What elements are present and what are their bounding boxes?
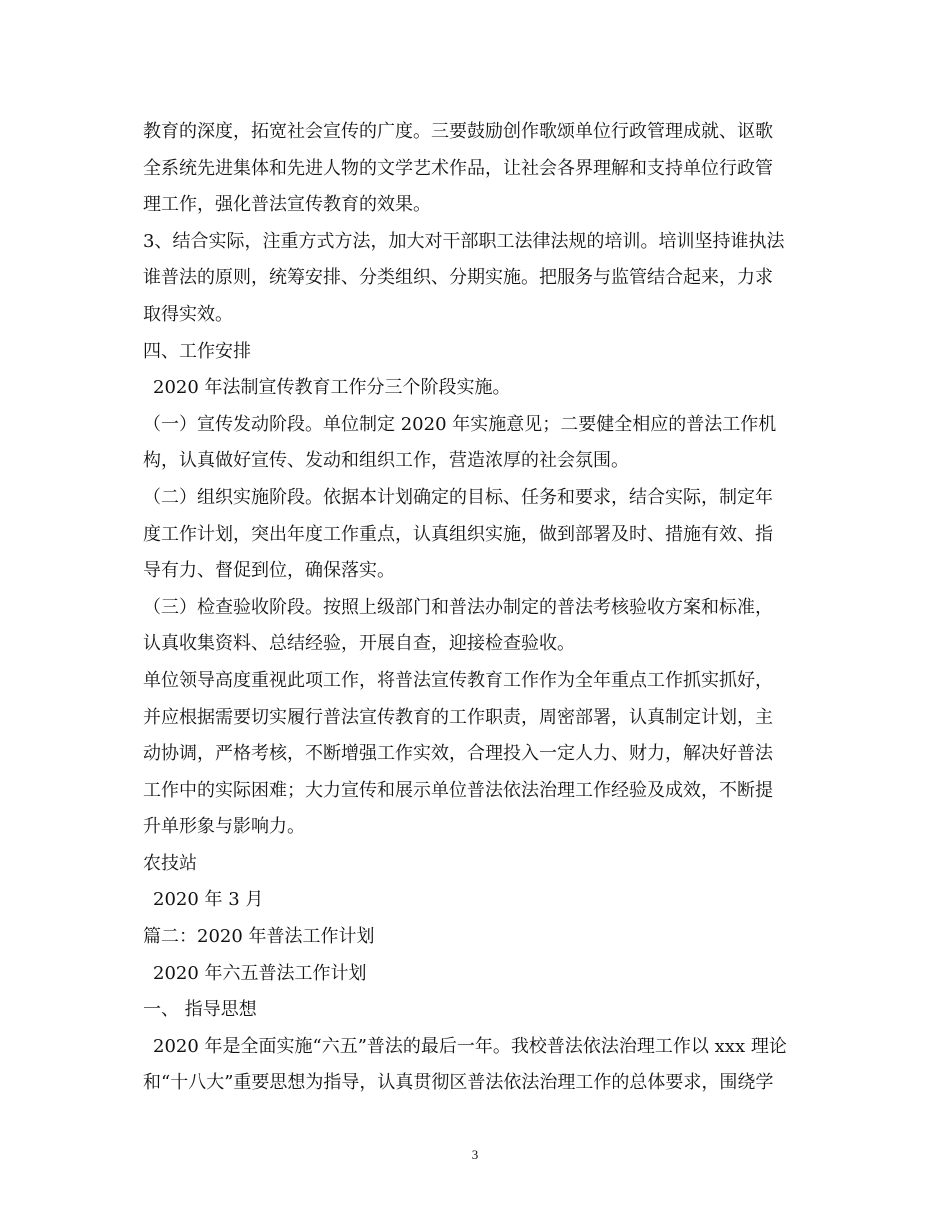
document-body bbox=[143, 114, 813, 1102]
section-heading: 一、 指导思想 bbox=[143, 999, 257, 1021]
text-line: 工作中的实际困难；大力宣传和展示单位普法依法治理工作经验及成效，不断提 bbox=[143, 779, 773, 801]
signature-date: 2020 年 3 月 bbox=[153, 889, 264, 911]
text-line: 导有力、督促到位，确保落实。 bbox=[143, 560, 395, 582]
text-line: 3、结合实际，注重方式方法，加大对干部职工法律法规的培训。培训坚持谁执法 bbox=[143, 230, 785, 252]
chapter-heading: 篇二：2020 年普法工作计划 bbox=[143, 926, 375, 948]
text-line: 构，认真做好宣传、发动和组织工作，营造浓厚的社会氛围。 bbox=[143, 450, 629, 472]
text-line: 和“十八大”重要思想为指导，认真贯彻区普法依法治理工作的总体要求，围绕学 bbox=[143, 1072, 774, 1094]
text-line: 度工作计划，突出年度工作重点，认真组织实施，做到部署及时、措施有效、指 bbox=[143, 523, 773, 545]
text-line: 全系统先进集体和先进人物的文学艺术作品，让社会各界理解和支持单位行政管 bbox=[143, 157, 773, 179]
text-line: （三）检查验收阶段。按照上级部门和普法办制定的普法考核验收方案和标准， bbox=[143, 596, 773, 618]
text-line: （一）宣传发动阶段。单位制定 2020 年实施意见；二要健全相应的普法工作机 bbox=[143, 413, 777, 435]
text-line: 升单形象与影响力。 bbox=[143, 816, 305, 838]
text-line: 理工作，强化普法宣传教育的效果。 bbox=[143, 194, 431, 216]
text-line: 动协调，严格考核，不断增强工作实效，合理投入一定人力、财力，解决好普法 bbox=[143, 743, 773, 765]
text-line: 并应根据需要切实履行普法宣传教育的工作职责，周密部署，认真制定计划，主 bbox=[143, 706, 773, 728]
text-line: 单位领导高度重视此项工作，将普法宣传教育工作作为全年重点工作抓实抓好， bbox=[143, 669, 773, 691]
text-line: （二）组织实施阶段。依据本计划确定的目标、任务和要求，结合实际，制定年 bbox=[143, 486, 773, 508]
text-line: 教育的深度，拓宽社会宣传的广度。三要鼓励创作歌颂单位行政管理成就、讴歌 bbox=[143, 121, 773, 142]
page-number: 3 bbox=[471, 1147, 479, 1162]
text-line: 2020 年是全面实施“六五”普法的最后一年。我校普法依法治理工作以 xxx 理论 bbox=[153, 1035, 787, 1057]
text-line: 谁普法的原则，统筹安排、分类组织、分期实施。把服务与监管结合起来，力求 bbox=[143, 267, 773, 289]
section-heading: 四、工作安排 bbox=[143, 340, 251, 362]
document-title: 2020 年六五普法工作计划 bbox=[153, 962, 367, 984]
text-line: 2020 年法制宣传教育工作分三个阶段实施。 bbox=[153, 377, 511, 399]
text-line: 认真收集资料、总结经验，开展自查，迎接检查验收。 bbox=[143, 633, 575, 655]
text-line: 取得实效。 bbox=[143, 303, 233, 325]
signature-org: 农技站 bbox=[143, 852, 197, 874]
